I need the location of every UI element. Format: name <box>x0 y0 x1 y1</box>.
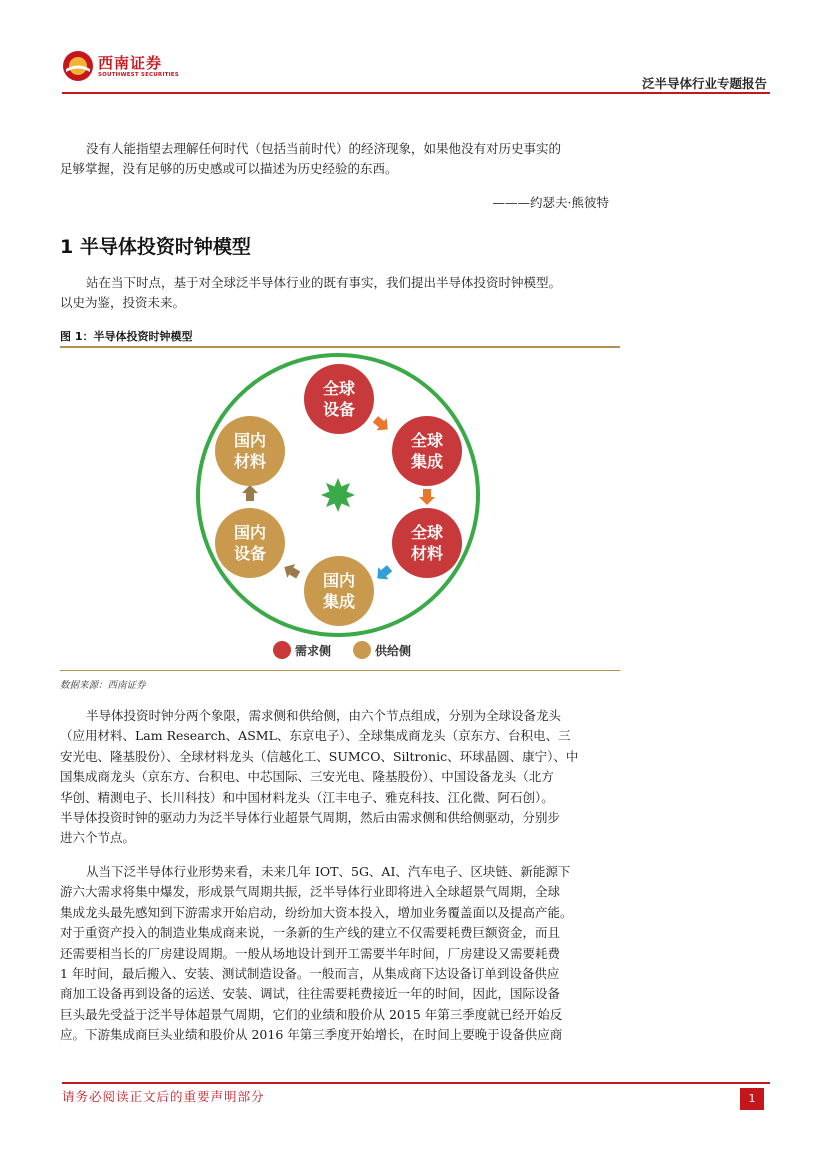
node-global-integration-line-2: 集成 <box>410 452 444 471</box>
p2-line: 还需要相当长的厂房建设周期。一般从场地设计到开工需要半年时间，厂房建设又需要耗费 <box>60 945 561 961</box>
p2-line: 巨头最先受益于泛半导体超景气周期，它们的业绩和股价从 2015 年第三季度就已经开始反 <box>60 1006 563 1022</box>
node-global-integration-line-1: 全球 <box>410 431 444 450</box>
node-global-equipment-line-2: 设备 <box>322 400 356 419</box>
node-global-equipment <box>304 364 374 434</box>
p2-line: 游六大需求将集中爆发，形成景气周期共振，泛半导体行业即将进入全球超景气周期，全球 <box>60 884 561 900</box>
legend <box>273 641 411 659</box>
node-domestic-equipment-line-1: 国内 <box>233 523 267 542</box>
node-global-materials-line-1: 全球 <box>410 523 444 542</box>
node-domestic-equipment <box>215 508 285 578</box>
node-domestic-integration-line-1: 国内 <box>322 571 356 590</box>
intro-line-1: 站在当下时点，基于对全球泛半导体行业的既有事实，我们提出半导体投资时钟模型。 <box>86 275 562 290</box>
node-domestic-integration-line-2: 集成 <box>322 592 356 611</box>
quote-line-2: 足够掌握，没有足够的历史感或可以描述为历史经验的东西。 <box>60 161 398 177</box>
p2-line: 集成龙头最先感知到下游需求开始启动，纷纷加大资本投入，增加业务覆盖面以及提高产能。 <box>60 904 573 920</box>
arrow-equip-to-integration-icon <box>370 413 393 436</box>
center-star-icon <box>321 478 355 512</box>
p1-line: 半导体投资时钟分两个象限，需求侧和供给侧，由六个节点组成，分别为全球设备龙头 <box>86 708 562 723</box>
footer-disclaimer-note: 请务必阅读正文后的重要声明部分 <box>62 1089 265 1104</box>
logo-text-cn: 西南证券 <box>98 54 163 72</box>
figure-top-rule <box>60 346 620 348</box>
body-paragraph-1 <box>60 706 618 849</box>
legend-demand-swatch <box>273 641 291 659</box>
p1-line: 华创、精测电子、长川科技）和中国材料龙头（江丰电子、雅克科技、江化微、阿石创）。 <box>60 789 554 805</box>
figure-source: 数据来源：西南证券 <box>60 680 146 691</box>
intro-paragraph <box>60 273 618 314</box>
header-divider <box>62 92 770 94</box>
node-domestic-equipment-line-2: 设备 <box>233 544 267 563</box>
p1-line: 半导体投资时钟的驱动力为泛半导体行业超景气周期，然后由需求侧和供给侧驱动，分别步 <box>60 810 561 826</box>
node-global-materials <box>392 508 462 578</box>
p1-line: 国集成商龙头（京东方、台积电、中芯国际、三安光电、隆基股份）、中国设备龙头（北方 <box>60 769 554 785</box>
body-paragraph-2 <box>60 862 618 1046</box>
node-global-equipment-line-1: 全球 <box>322 379 356 398</box>
node-global-materials-line-2: 材料 <box>410 544 444 563</box>
quote-line-1: 没有人能指望去理解任何时代（包括当前时代）的经济现象，如果他没有对历史事实的 <box>86 141 562 156</box>
quote-paragraph <box>60 139 618 180</box>
p2-line: 商加工设备再到设备的运送、安装、调试，往往需要耗费接近一年的时间，因此，国际设备 <box>60 986 561 1002</box>
logo-emblem-icon <box>62 50 94 82</box>
page-number: 1 <box>740 1088 764 1110</box>
investment-clock-diagram <box>190 350 490 668</box>
company-logo <box>62 50 179 86</box>
p1-line: 进六个节点。 <box>60 830 136 846</box>
arrow-materials-to-domestic-integration-icon <box>372 562 395 585</box>
p1-line: （应用材料、Lam Research、ASML、东京电子）、全球集成商龙头（京东方、台积电、三 <box>60 728 571 744</box>
arrow-integration-to-materials-icon <box>419 489 435 505</box>
quote-author: ———约瑟夫·熊彼特 <box>492 195 609 210</box>
arrow-domestic-integration-to-equipment-icon <box>280 560 302 582</box>
legend-demand-label: 需求侧 <box>295 644 332 658</box>
p2-line: 从当下泛半导体行业形势来看，未来几年 IOT、5G、AI、汽车电子、区块链、新能源下 <box>86 864 571 879</box>
node-domestic-materials-line-2: 材料 <box>233 452 267 471</box>
section-heading: 1 半导体投资时钟模型 <box>60 236 251 258</box>
p2-line: 对于重资产投入的制造业集成商来说，一条新的生产线的建立不仅需要耗费巨额资金，而且 <box>60 925 561 941</box>
figure-caption: 图 1：半导体投资时钟模型 <box>60 330 193 343</box>
p1-line: 安光电、隆基股份）、全球材料龙头（信越化工、SUMCO、Siltronic、环球晶圆、康宁）、中 <box>60 748 579 764</box>
node-domestic-integration <box>304 556 374 626</box>
p2-line: 1 年时间，最后搬入、安装、测试制造设备。一般而言，从集成商下达设备订单到设备供应 <box>60 966 560 982</box>
p2-line: 应。下游集成商巨头业绩和股价从 2016 年第三季度开始增长，在时间上要晚于设备供应商 <box>60 1027 563 1043</box>
node-global-integration <box>392 416 462 486</box>
node-domestic-materials <box>215 416 285 486</box>
intro-line-2: 以史为鉴，投资未来。 <box>60 295 186 311</box>
arrow-equipment-to-materials-icon <box>242 485 258 501</box>
logo-text-en: SOUTHWEST SECURITIES <box>98 72 179 78</box>
legend-supply-label: 供给侧 <box>375 644 412 658</box>
report-title: 泛半导体行业专题报告 <box>641 76 767 91</box>
legend-supply-swatch <box>353 641 371 659</box>
node-domestic-materials-line-1: 国内 <box>233 431 267 450</box>
footer-divider <box>62 1082 770 1084</box>
figure-bottom-rule <box>60 670 620 671</box>
